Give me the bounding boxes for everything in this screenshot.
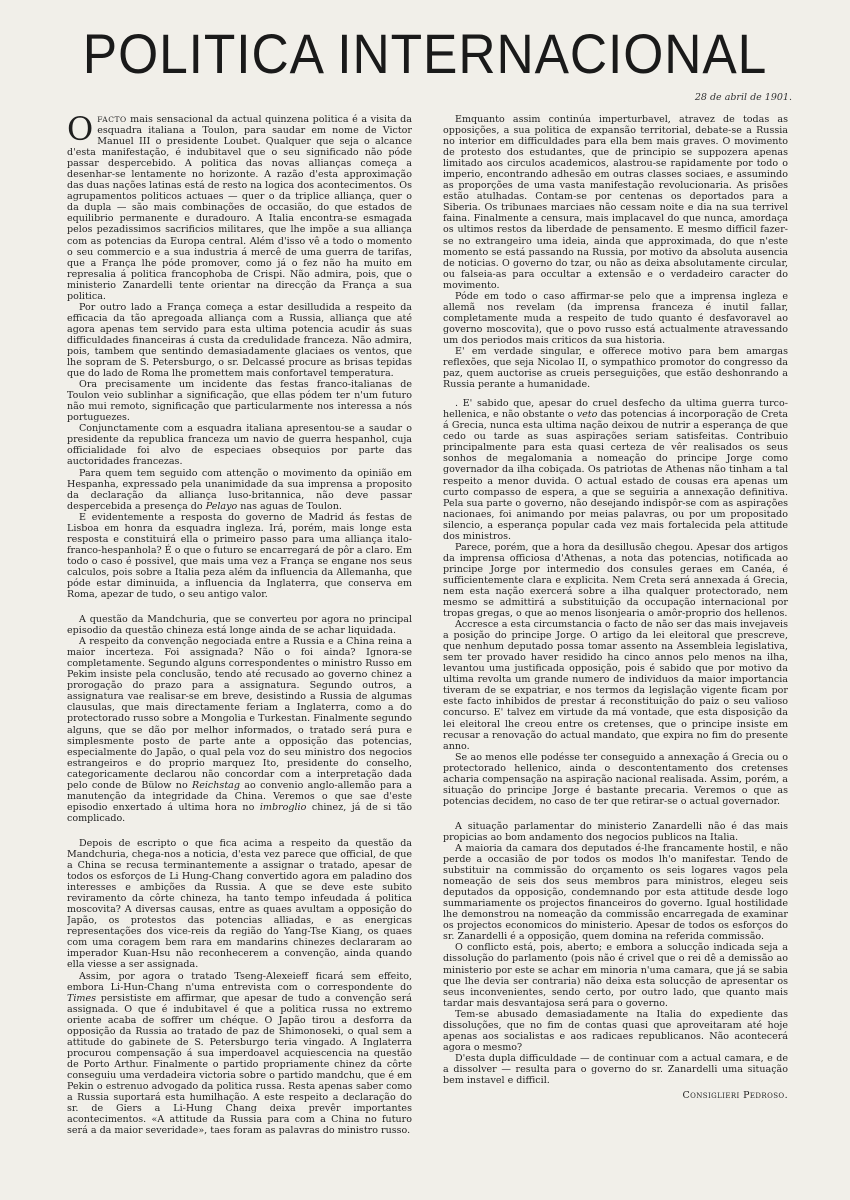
- paragraph: Parece, porém, que a hora da desillusão chegou. Apesar dos artigos da imprensa officiosa d'Athenas, a nota das potencias, notificada ao principe Jorge por intermedio dos consules geraes em Canéa, é sufficientemente clara e explicita. Nem Creta será annexada á Grecia, nem esta nação exercerá sobre a ilha qualquer protectorado, nem mesmo se admittirá a substituição da occupação internacional por tropas gregas, o que ao menos lisonjearia o amôr-proprio dos hellenos.: [443, 541, 788, 620]
- drop-cap: O: [67, 114, 94, 148]
- italic-term: imbroglio: [259, 801, 307, 813]
- paragraph: D'esta dupla difficuldade — de continuar com a actual camara, e de a dissolver — resulta para o governo do sr. Zanardelli uma situação bem instavel e difficil.: [443, 1052, 788, 1086]
- paragraph-text: Assim, por agora o tratado Tseng-Alexeieff ficará sem effeito, embora Li-Hun-Chang n'uma entrevista com o correspondente do: [67, 970, 412, 993]
- paragraph: Accresce a esta circumstancia o facto de não ser das mais invejaveis a posição do principe Jorge. O artigo da lei eleitoral que prescreve, que nenhum deputado possa tomar assento na Assembleia legislativa, sem ter provado haver residido ha cinco annos pelo menos na ilha, levantou uma justificada opposição, pois é sabido que por motivo da ultima revolta um grande numero de individuos da maior importancia tiveram de se expatriar, e nos termos da legislação vigente ficam por este facto inhibidos de prestar á reconstituição do paiz o seu valioso concurso. E' talvez em virtude da má vontade, que esta disposição da lei eleitoral lhe creou entre os cretenses, que o principe insiste em recusar a renovação do actual mandato, que expira no fim do presente anno.: [443, 619, 788, 752]
- paragraph: Depois de escripto o que fica acima a respeito da questão da Mandchuria, chega-nos a noticia, d'esta vez parece que official, de que a China se recusa terminantemente a assignar o tratado, apesar de todos os esforços de Li Hung-Chang convertido agora em paladino dos interesses e ambições da Russia. A que se deve este subito reviramento da côrte chineza, ha tanto tempo infeudada á politica moscovita? A diversas causas, entre as quaes avultam a opposição do Japão, os protestos das potencias alliadas, e as energicas representações dos vice-reis da região do Yang-Tse Kiang, os quaes com uma coragem bem rara em mandarins chinezes declararam ao imperador Kuan-Hsu não reconhecerem a convenção, ainda quando ella viesse a ser assignada.: [67, 837, 412, 971]
- paragraph: A maioria da camara dos deputados é-lhe francamente hostil, e não perde a occasião de por todos os modos lh'o manifestar. Tendo de substituir na commissão do orçamento os seis logares vagos pela nomeação de seis dos seus membros para ministros, elegeu seis deputados da opposição, condemnando por esta attitude desde logo summariamente os projectos financeiros do governo. Igual hostilidade lhe demonstrou na nomeação da commissão encarregada de examinar os projectos economicos do ministerio. Apesar de todos os esforços do sr. Zanardelli é a opposição, quem domina na referida commissão.: [443, 843, 788, 943]
- italic-term: Reichstag: [192, 779, 240, 791]
- paragraph-text: . E' sabido que, apesar do cruel desfecho da ultima guerra turco-hellenica, e não obstante o: [443, 398, 788, 421]
- paragraph: Ora precisamente um incidente das festas franco-italianas de Toulon veio sublinhar a significação, que ellas pódem ter n'um futuro não mui remoto, significação que particularmente nos interessa a nós portuguezes.: [67, 379, 412, 424]
- paragraph-text: Para quem tem seguido com attenção o movimento da opinião em Hespanha, expressado pela unanimidade da sua imprensa a proposito da declaração da alliança luso-britannica, não deve passar despercebida a presença do: [67, 467, 412, 512]
- paragraph: [443, 398, 788, 542]
- paragraph: A situação parlamentar do ministerio Zanardelli não é das mais propicias ao bom andamento dos negocios publicos na Italia.: [443, 820, 788, 843]
- paragraph: A questão da Mandchuria, que se converteu por agora no principal episodio da questão chineza está longe ainda de se achar liquidada.: [67, 614, 412, 637]
- right-column: [443, 114, 788, 1178]
- left-column: [67, 114, 412, 1178]
- paragraph: E' em verdade singular, e offerece motivo para bem amargas reflexões, que seja Nicolao II, o sympathico promotor do congresso da paz, quem auctorise as crueis perseguições, que estão deshonrando a Russia perante a humanidade.: [443, 345, 788, 391]
- paragraph: [67, 971, 412, 1137]
- paragraph-text: A respeito da convenção negociada entre a Russia e a China reina a maior incerteza. Foi assignada? Não o foi ainda? Ignora-se completamente. Segundo alguns correspondentes o ministro Russo em Pekim insiste pela conclusão, tendo até recusado ao governo chinez a prorogação do prazo para a assignatura. Segundo outros, a assignatura vae realisar-se em breve, desistindo a Russia de algumas clausulas, que mais directamente feriam a Inglaterra, como a do protectorado russo sobre a Mongolia e Turkestan. Finalmente segundo alguns, que se dão por melhor informados, o tratado será pura e simplesmente posto de parte ante a opposição das potencias, especialmente do Japão, o qual pela voz do seu ministro dos negocios estrangeiros e do proprio marquez Ito, presidente do conselho, categoricamente declarou não concordar com a interpretação dada pelo conde de Bülow no: [67, 636, 412, 791]
- paragraph-text: nas aguas de Toulon.: [237, 500, 342, 512]
- paragraph-text: chinez, já de si tão complicado.: [67, 801, 412, 824]
- paragraph: [67, 468, 412, 512]
- paragraph: E evidentemente a resposta do governo de Madrid ás festas de Lisboa em honra da esquadra ingleza. Irá, porém, mais longe esta resposta e constituirá ella o primeiro passo para uma alliança italo-franco-hespanhola? É o que o futuro se encarregará de pôr a claro. Em todo o caso é possivel, que mais uma vez a França se engane nos seus calculos, pois sobre a Italia peza além da influencia da Allemanha, que póde estar diminuida, a influencia da Inglaterra, que conserva em Roma, apezar de tudo, o seu antigo valor.: [67, 511, 412, 601]
- paragraph-text: mais sensacional da actual quinzena politica é a visita da esquadra italiana a Toulon, para saudar em nome de Victor Manuel III o presidente Loubet. Qualquer que seja o alcance d'esta manifestação, é indubitavel que o seu significado não póde passar despercebido. A politica das novas allianças começa a desenhar-se lentamente no horizonte. A razão d'esta approximação das duas nações latinas está de resto na logica dos acontecimentos. Os agrupamentos politicos actuaes — quer o da triplice alliança, quer o da dupla — são mais combinações de occasião, do que estados de equilibrio permanente e duradouro. A Italia encontra-se esmagada pelos pezadissimos sacrificios militares, que lhe impõe a sua alliança com as potencias da Europa central. Além d'isso vê a todo o momento o seu commercio e a sua industria á mercê de uma guerra de tarifas, que a França lhe póde promover, como já o fez não ha muito em represalia á politica francophoba de Crispi. Não admira, pois, que o ministerio Zanardelli tente orientar na direcção da França a sua politica.: [67, 114, 412, 302]
- paragraph: [67, 636, 412, 824]
- italic-term: veto: [576, 409, 598, 421]
- paragraph: O conflicto está, pois, aberto; e embora a solucção indicada seja a dissolução do parlamento (pois não é crivel que o rei dê a demissão ao ministerio por este se achar em minoria n'uma camara, que já se sabia que lhe devia ser contraria) não deixa esta solucção de apresentar os seus inconvenientes, sendo certo, por outro lado, que quanto mais tardar mais desvantajosa será para o governo.: [443, 942, 788, 1009]
- ship-name: Pelayo: [205, 500, 238, 512]
- paragraph: Por outro lado a França começa a estar desilludida a respeito da efficacia da tão apregoada alliança com a Russia, alliança que até agora apenas tem servido para esta ultima potencia acudir ás suas difficuldades financeiras á custa da credulidade franceza. Não admira, pois, tambem que sentindo demasiadamente glaciaes os ventos, que lhe sopram de S. Petersburgo, o sr. Delcassé procure as brisas tepidas que do lado de Roma lhe promettem mais confortavel temperatura.: [67, 301, 412, 380]
- lead-word: FACTO: [97, 115, 127, 124]
- paragraph-text: das potencias á incorporação de Creta á Grecia, nunca esta ultima nação deixou de nutrir a esperança de que cedo ou tarde as suas aspirações seriam satisfeitas. Contribuio principalmente para esta quasi certeza de vêr realisados os seus sonhos de megalomania a nomeação do principe Jorge como governador da ilha cobiçada. Os patriotas de Athenas não tinham a tal respeito a menor duvida. O actual estado de cousas era apenas um curto compasso de espera, a que se seguiria a annexação definitiva. Pela sua parte o governo, não desejando indispôr-se com as aspirações nacionaes, foi animando por meias palavras, ou por um propositado silencio, a esperança popular cada vez mais fortalecida pela attitude dos ministros.: [443, 409, 788, 542]
- paragraph-text: ao convenio anglo-allemão para a manutenção da integridade da China. Veremos o que sae d'este episodio enxertado á ultima hora no: [67, 779, 412, 813]
- paragraph: [67, 114, 412, 302]
- paragraph: Póde em todo o caso affirmar-se pelo que a imprensa ingleza e allemã nos revelam (da imprensa franceza é inutil fallar, completamente muda a respeito de tudo quanto é desfavoravel ao governo moscovita), que o povo russo está actualmente atravessando um dos periodos mais criticos da sua historia.: [443, 290, 788, 346]
- paragraph: Conjunctamente com a esquadra italiana apresentou-se a saudar o presidente da republica franceza um navio de guerra hespanhol, cuja officialidade foi alvo de especiaes obsequios por parte das auctoridades francezas.: [67, 423, 412, 468]
- dateline: 28 de abril de 1901.: [694, 92, 792, 103]
- author-signature: Consiglieri Pedroso.: [682, 1090, 788, 1102]
- paragraph: Tem-se abusado demasiadamente na Italia do expediente das dissoluções, que no fim de contas quasi que aproveitaram até hoje apenas aos socialistas e aos radicaes republicanos. Não acontecerá agora o mesmo?: [443, 1008, 788, 1053]
- paragraph-text: persististe em affirmar, que apesar de tudo a convenção será assignada. O que é indubitavel é que a politica russa no extremo oriente acaba de soffrer um chéque. O Japão tirou a desforra da opposição da Russia ao tratado de paz de Shimonoseki, o qual sem a attitude do gabinete de S. Petersburgo teria vingado. A Inglaterra procurou compensação á sua imperdoavel acquiescencia na questão de Porto Arthur. Finalmente o partido propriamente chinez da côrte conseguiu uma verdadeira victoria sobre o partido mandchu, que é em Pekin o estrenuo advogado da politica russa. Resta apenas saber como a Russia suportará esta humilhação. A este respeito a declaração do sr. de Giers a Li-Hung Chang deixa prevêr importantes acontecimentos. «A attitude da Russia para com a China no futuro será a da maior severidade», taes foram as palavras do ministro russo.: [67, 992, 412, 1137]
- page-title: POLITICA INTERNACIONAL: [82, 22, 768, 85]
- paragraph: Se ao menos elle podésse ter conseguido a annexação á Grecia ou o protectorado hellenico, ainda o descontentamento dos cretenses acharia compensação na aspiração nacional realisada. Assim, porém, a situação do principe Jorge é bastante precaria. Veremos o que as potencias decidem, no caso de ter que retirar-se o actual governador.: [443, 751, 788, 807]
- newspaper-name: Times: [67, 992, 97, 1004]
- paragraph: Emquanto assim continúa imperturbavel, atravez de todas as opposições, a sua politica de expansão territorial, debate-se a Russia no interior em difficuldades para ella bem mais graves. O movimento de protesto dos estudantes, que de principio se suppozera apenas limitado aos circulos academicos, alastrou-se rapidamente por todo o imperio, encontrando adhesão em outras classes sociaes, e assumindo as proporções de uma vasta manifestação revolucionaria. As prisões estão atulhadas. Contam-se por centenas os deportados para a Siberia. Os tribunaes marciaes não cessam noite e dia na sua terrivel faina. Finalmente a censura, mais implacavel do que nunca, amordaça os ultimos restos da liberdade de pensamento. E mesmo difficil fazer-se no extrangeiro uma ideia, ainda que approximada, do que n'este momento se está passando na Russia, por motivo da absoluta ausencia de noticias. O governo do tzar, ou não as deixa absolutamente circular, ou falseia-as para occultar a extensão e o verdadeiro caracter do movimento.: [443, 114, 788, 291]
